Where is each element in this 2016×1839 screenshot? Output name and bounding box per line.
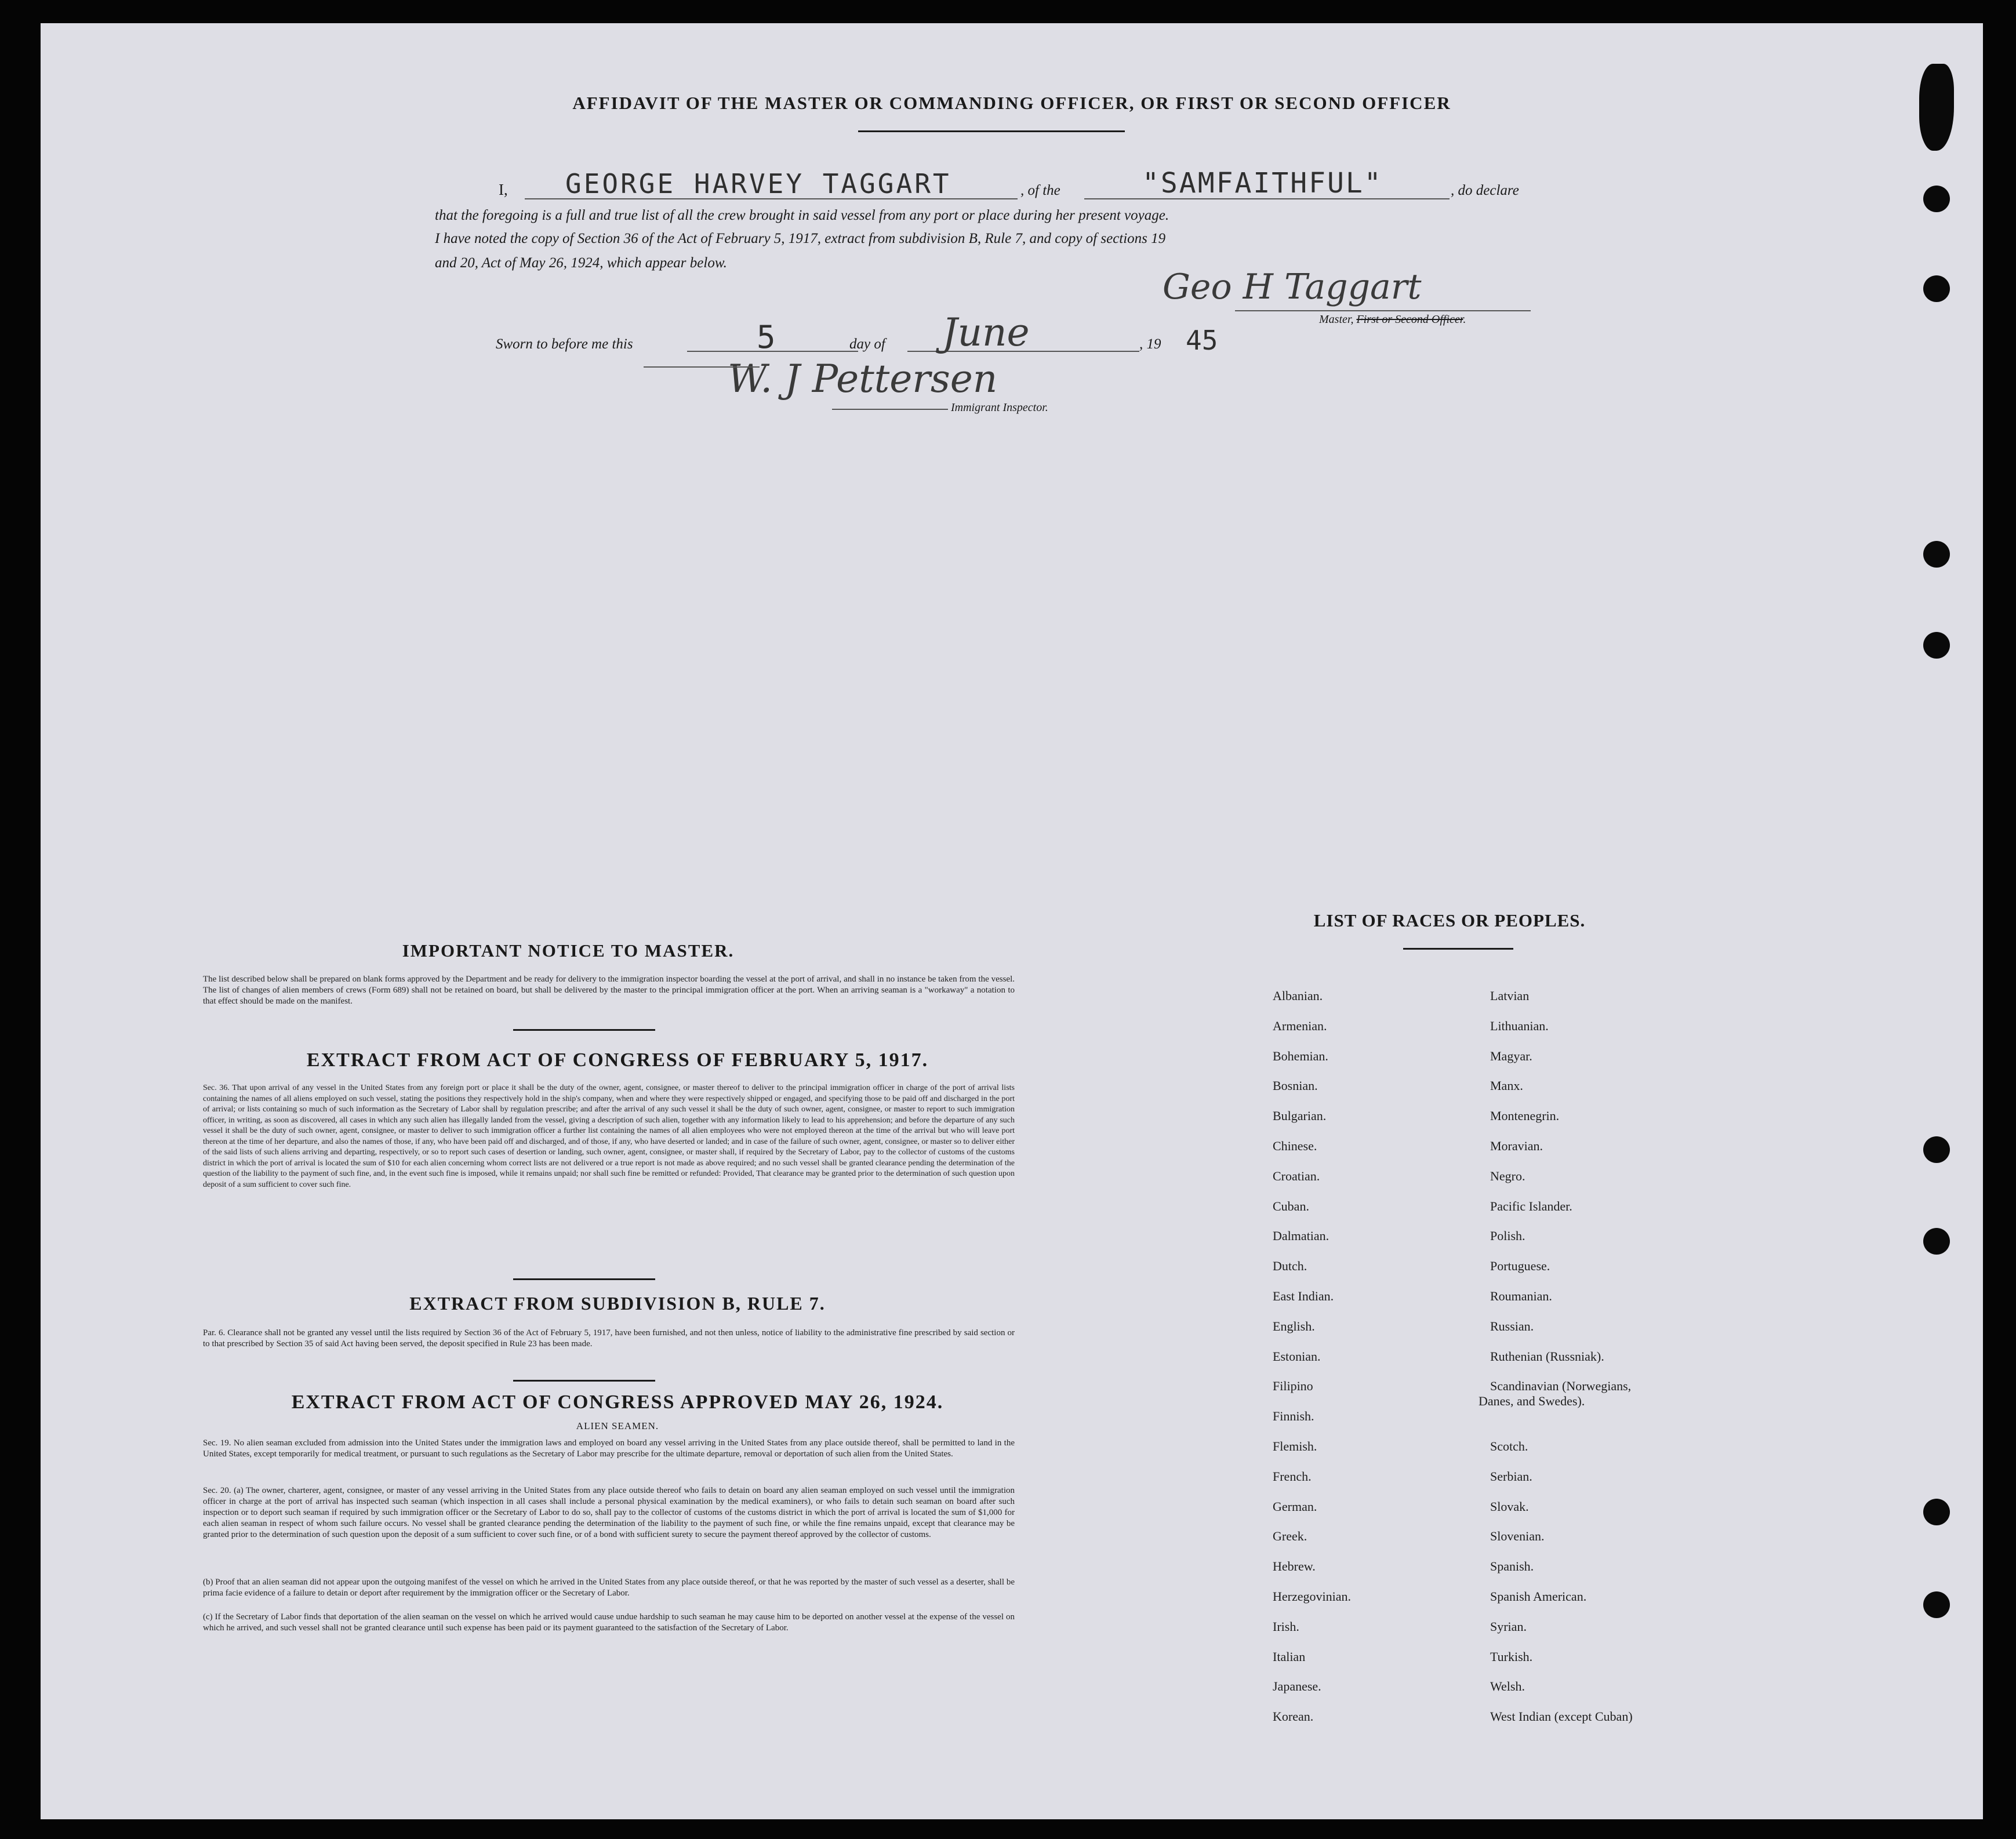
- section-20b-text: (b) Proof that an alien seaman did not appear upon the outgoing manifest of the vessel on which he arrived in the United States from any place outside thereof, or that he was reported by the master of such vessel as a deserter, shall be prima facie evidence of a failure to detain or deport after requirement by the immigration officer or the Secretary of Labor.: [203, 1578, 1015, 1598]
- race-item: Dutch.: [1273, 1259, 1307, 1274]
- affidavit-title: AFFIDAVIT OF THE MASTER OR COMMANDING OFFICER, OR FIRST OR SECOND OFFICER: [572, 93, 1451, 113]
- race-item: Polish.: [1490, 1229, 1525, 1244]
- race-item: Russian.: [1490, 1318, 1534, 1333]
- race-item: Syrian.: [1490, 1619, 1527, 1634]
- race-item: Cuban.: [1273, 1198, 1309, 1213]
- torn-corner: [1919, 64, 1954, 151]
- sworn-day: 5: [757, 319, 776, 355]
- race-item: West Indian (except Cuban): [1490, 1709, 1633, 1724]
- punch-hole: [1923, 1499, 1950, 1525]
- race-item: Latvian: [1490, 988, 1530, 1003]
- race-item: Ruthenian (Russniak).: [1490, 1349, 1604, 1364]
- master-signature: Geo H Taggart: [1163, 267, 1422, 307]
- races-title: LIST OF RACES OR PEOPLES.: [1313, 910, 1586, 931]
- race-item: Spanish American.: [1490, 1589, 1587, 1604]
- race-item: Scotch.: [1490, 1439, 1528, 1453]
- race-item: Roumanian.: [1490, 1289, 1552, 1303]
- inspector-line-2: [832, 409, 948, 410]
- inspector-label: Immigrant Inspector.: [951, 401, 1048, 414]
- race-item: Magyar.: [1490, 1048, 1532, 1063]
- do-declare-label: , do declare: [1451, 183, 1519, 198]
- race-item: Italian: [1273, 1649, 1306, 1664]
- of-the-label: , of the: [1020, 183, 1060, 198]
- affidavit-line-3: I have noted the copy of Section 36 of the Act of February 5, 1917, extract from subdivision B, Rule 7, and copy of sections 19: [435, 231, 1166, 246]
- notice-title: IMPORTANT NOTICE TO MASTER.: [402, 940, 735, 961]
- race-item: Montenegrin.: [1490, 1109, 1560, 1124]
- affidavit-line-2: that the foregoing is a full and true list of all the crew brought in said vessel from any port or place during her present voyage.: [435, 208, 1169, 223]
- sworn-month: June: [942, 310, 1030, 355]
- punch-hole: [1923, 1591, 1950, 1618]
- subdivision-b-divider: [513, 1380, 655, 1382]
- document-page: [41, 23, 1983, 1819]
- inspector-signature: W. J Pettersen: [728, 357, 998, 401]
- signature-line: [1235, 310, 1531, 311]
- subdivision-b-text: Par. 6. Clearance shall not be granted any vessel until the lists required by Section 36 of the Act of February 5, 1917, have been furnished, and not then unless, notice of liability to the administrative fine prescribed by said section or to that prescribed by Section 35 of said Act having been served, the deposit specified in Rule 23 has been made.: [203, 1328, 1015, 1349]
- race-item: Serbian.: [1490, 1469, 1532, 1484]
- section-20c-text: (c) If the Secretary of Labor finds that deportation of the alien seaman on the vessel on which he arrived would cause undue hardship to such seaman he may cause him to be deported on another vessel at the expense of the vessel on which he arrived, and such vessel shall not be granted clearance until such expense has been paid or its payment guaranteed to the satisfaction of the Secretary of Labor.: [203, 1612, 1015, 1633]
- race-item: Flemish.: [1273, 1439, 1317, 1453]
- notice-text: The list described below shall be prepared on blank forms approved by the Department and be ready for delivery to the immigration inspector boarding the vessel at the port of arrival, and shall in no instance be taken from the vessel. The list of changes of alien members of crews (Form 689) shall not be retained on board, but shall be delivered by the master to the principal immigration officer at the port. When an arriving seaman is a "workaway" a notation to that effect should be made on the manifest.: [203, 975, 1015, 1006]
- race-item: Chinese.: [1273, 1139, 1317, 1153]
- race-item: Estonian.: [1273, 1349, 1321, 1364]
- race-item: French.: [1273, 1469, 1312, 1484]
- race-item: Portuguese.: [1490, 1259, 1550, 1274]
- race-item: Manx.: [1490, 1078, 1523, 1093]
- affidavit-line-4: and 20, Act of May 26, 1924, which appear below.: [435, 255, 727, 271]
- master-label: [1319, 313, 1466, 326]
- declarant-name: GEORGE HARVEY TAGGART: [565, 168, 951, 199]
- race-item: Welsh.: [1490, 1679, 1525, 1694]
- race-item: Filipino: [1273, 1379, 1313, 1394]
- race-item: Bohemian.: [1273, 1048, 1328, 1063]
- race-item: Lithuanian.: [1490, 1018, 1549, 1033]
- extract-1917-text: Sec. 36. That upon arrival of any vessel in the United States from any foreign port or place it shall be the duty of the owner, agent, consignee, or master thereof to deliver to the principal immigration officer in charge of the port of arrival lists containing the names of all aliens employed on such vessel, stating the positions they respectively hold in the ship's company, when and where they were respectively shipped or engaged, and specifying those to be paid off and discharged in the port of arrival; or lists containing so much of such information as the Secretary of Labor shall by regulation prescribe; and after the arrival of any such vessel it shall be the duty of such owner, agent, consignee, or master to report to such immigration officer, in writing, as soon as discovered, all cases in which any such alien has illegally landed from the vessel, giving a description of such alien, together with any information likely to lead to his apprehension; and before the departure of any such vessel it shall be the duty of such owner, agent, consignee, or master to deliver to such immigration officer a further list containing the names of all alien employees who were not employed thereon at the time of the arrival but who will leave port thereon at the time of her departure, and also the names of those, if any, who have been paid off and discharged, and of those, if any, who have deserted or landed; and in case of the failure of such owner, agent, consignee, or master so to deliver either of the said lists of such aliens arriving and departing, respectively, or so to report such cases of desertion or landing, such owner, agent, consignee, or master shall, if required by the Secretary of Labor, pay to the collector of customs of the customs district in which the port of arrival is located the sum of $10 for each alien concerning whom correct lists are not delivered or a true report is not made as above required; and no such vessel shall be granted clearance pending the determination of the question of the liability to the payment of such fine, and, in the event such fine is imposed, while it remains unpaid; nor shall such fine be remitted or refunded: Provided, That clearance may be granted prior to the determination of such question upon deposit of a sum sufficient to cover such fine.: [203, 1084, 1015, 1189]
- race-item: Slovenian.: [1490, 1529, 1545, 1544]
- race-item: Dalmatian.: [1273, 1229, 1330, 1244]
- race-item: Bosnian.: [1273, 1078, 1318, 1093]
- inspector-line: [644, 366, 760, 368]
- race-item: Armenian.: [1273, 1018, 1327, 1033]
- master-label-text: Master,: [1319, 313, 1357, 326]
- race-item: Danes, and Swedes).: [1479, 1394, 1585, 1409]
- race-item: Herzegovinian.: [1273, 1589, 1351, 1604]
- race-item: Negro.: [1490, 1168, 1525, 1183]
- extract-1917-divider: [513, 1278, 655, 1280]
- race-item: Croatian.: [1273, 1168, 1320, 1183]
- extract-1917-title: EXTRACT FROM ACT OF CONGRESS OF FEBRUARY 5, 1917.: [306, 1049, 929, 1071]
- race-item: Moravian.: [1490, 1139, 1543, 1153]
- races-divider: [1403, 948, 1513, 950]
- race-item: Turkish.: [1490, 1649, 1533, 1664]
- race-item: German.: [1273, 1499, 1317, 1514]
- punch-hole: [1923, 1136, 1950, 1163]
- race-item: Irish.: [1273, 1619, 1299, 1634]
- struck-officer-label: First or Second Officer: [1356, 313, 1463, 326]
- race-item: Hebrew.: [1273, 1559, 1316, 1574]
- i-label: I,: [499, 181, 508, 198]
- race-item: Spanish.: [1490, 1559, 1534, 1574]
- race-item: Korean.: [1273, 1709, 1314, 1724]
- race-item: Japanese.: [1273, 1679, 1321, 1694]
- subdivision-b-title: EXTRACT FROM SUBDIVISION B, RULE 7.: [409, 1293, 826, 1314]
- race-item: Albanian.: [1273, 988, 1323, 1003]
- race-item: Pacific Islander.: [1490, 1198, 1572, 1213]
- punch-hole: [1923, 1228, 1950, 1255]
- section-20a-text: Sec. 20. (a) The owner, charterer, agent, consignee, or master of any vessel arriving in the United States from any place outside thereof who fails to detain on board any alien seaman employed on such vessel until the immigration officer in charge at the port of arrival has inspected such seaman (which inspection in all cases shall include a personal physical examination by the medical examiners), or who fails to detain such seaman on board after such inspection or to deport such seaman if required by such immigration officer or the Secretary of Labor to do so, shall pay to the collector of customs of the customs district in which the port of arrival is located the sum of $1,000 for each alien seaman in respect of whom such failure occurs. No vessel shall be granted clearance pending the determination of the liability to the payment of such fine, or while the fine remains unpaid, except that clearance may be granted prior to the determination of such question upon the deposit of a sum sufficient to cover such fine, or of a bond with sufficient surety to secure the payment thereof approved by the collector of customs.: [203, 1486, 1015, 1539]
- race-item: Slovak.: [1490, 1499, 1529, 1514]
- race-item: Greek.: [1273, 1529, 1307, 1544]
- race-item: East Indian.: [1273, 1289, 1334, 1303]
- master-label-end: .: [1463, 313, 1466, 326]
- section-19-text: Sec. 19. No alien seaman excluded from admission into the United States under the immigration laws and employed on board any vessel arriving in the United States from any place outside thereof, shall be permitted to land in the United States, except temporarily for medical treatment, or pursuant to such regulations as the Secretary of Labor may prescribe for the ultimate departure, removal or deportation of such alien from the United States.: [203, 1438, 1015, 1459]
- title-underline: [858, 130, 1125, 132]
- punch-hole: [1923, 186, 1950, 212]
- punch-hole: [1923, 275, 1950, 302]
- punch-hole: [1923, 632, 1950, 659]
- race-item: Scandinavian (Norwegians,: [1490, 1379, 1632, 1394]
- year-suffix: 45: [1186, 325, 1218, 356]
- day-of-label: day of: [849, 336, 885, 352]
- race-item: Bulgarian.: [1273, 1109, 1327, 1124]
- alien-seamen-subtitle: ALIEN SEAMEN.: [576, 1420, 659, 1431]
- sworn-label: Sworn to before me this: [496, 336, 633, 352]
- notice-divider: [513, 1029, 655, 1031]
- year-prefix: , 19: [1139, 336, 1161, 352]
- race-item: English.: [1273, 1318, 1315, 1333]
- extract-1924-title: EXTRACT FROM ACT OF CONGRESS APPROVED MAY 26, 1924.: [291, 1391, 944, 1413]
- punch-hole: [1923, 541, 1950, 568]
- race-item: Finnish.: [1273, 1409, 1314, 1424]
- vessel-name: "SAMFAITHFUL": [1142, 167, 1383, 199]
